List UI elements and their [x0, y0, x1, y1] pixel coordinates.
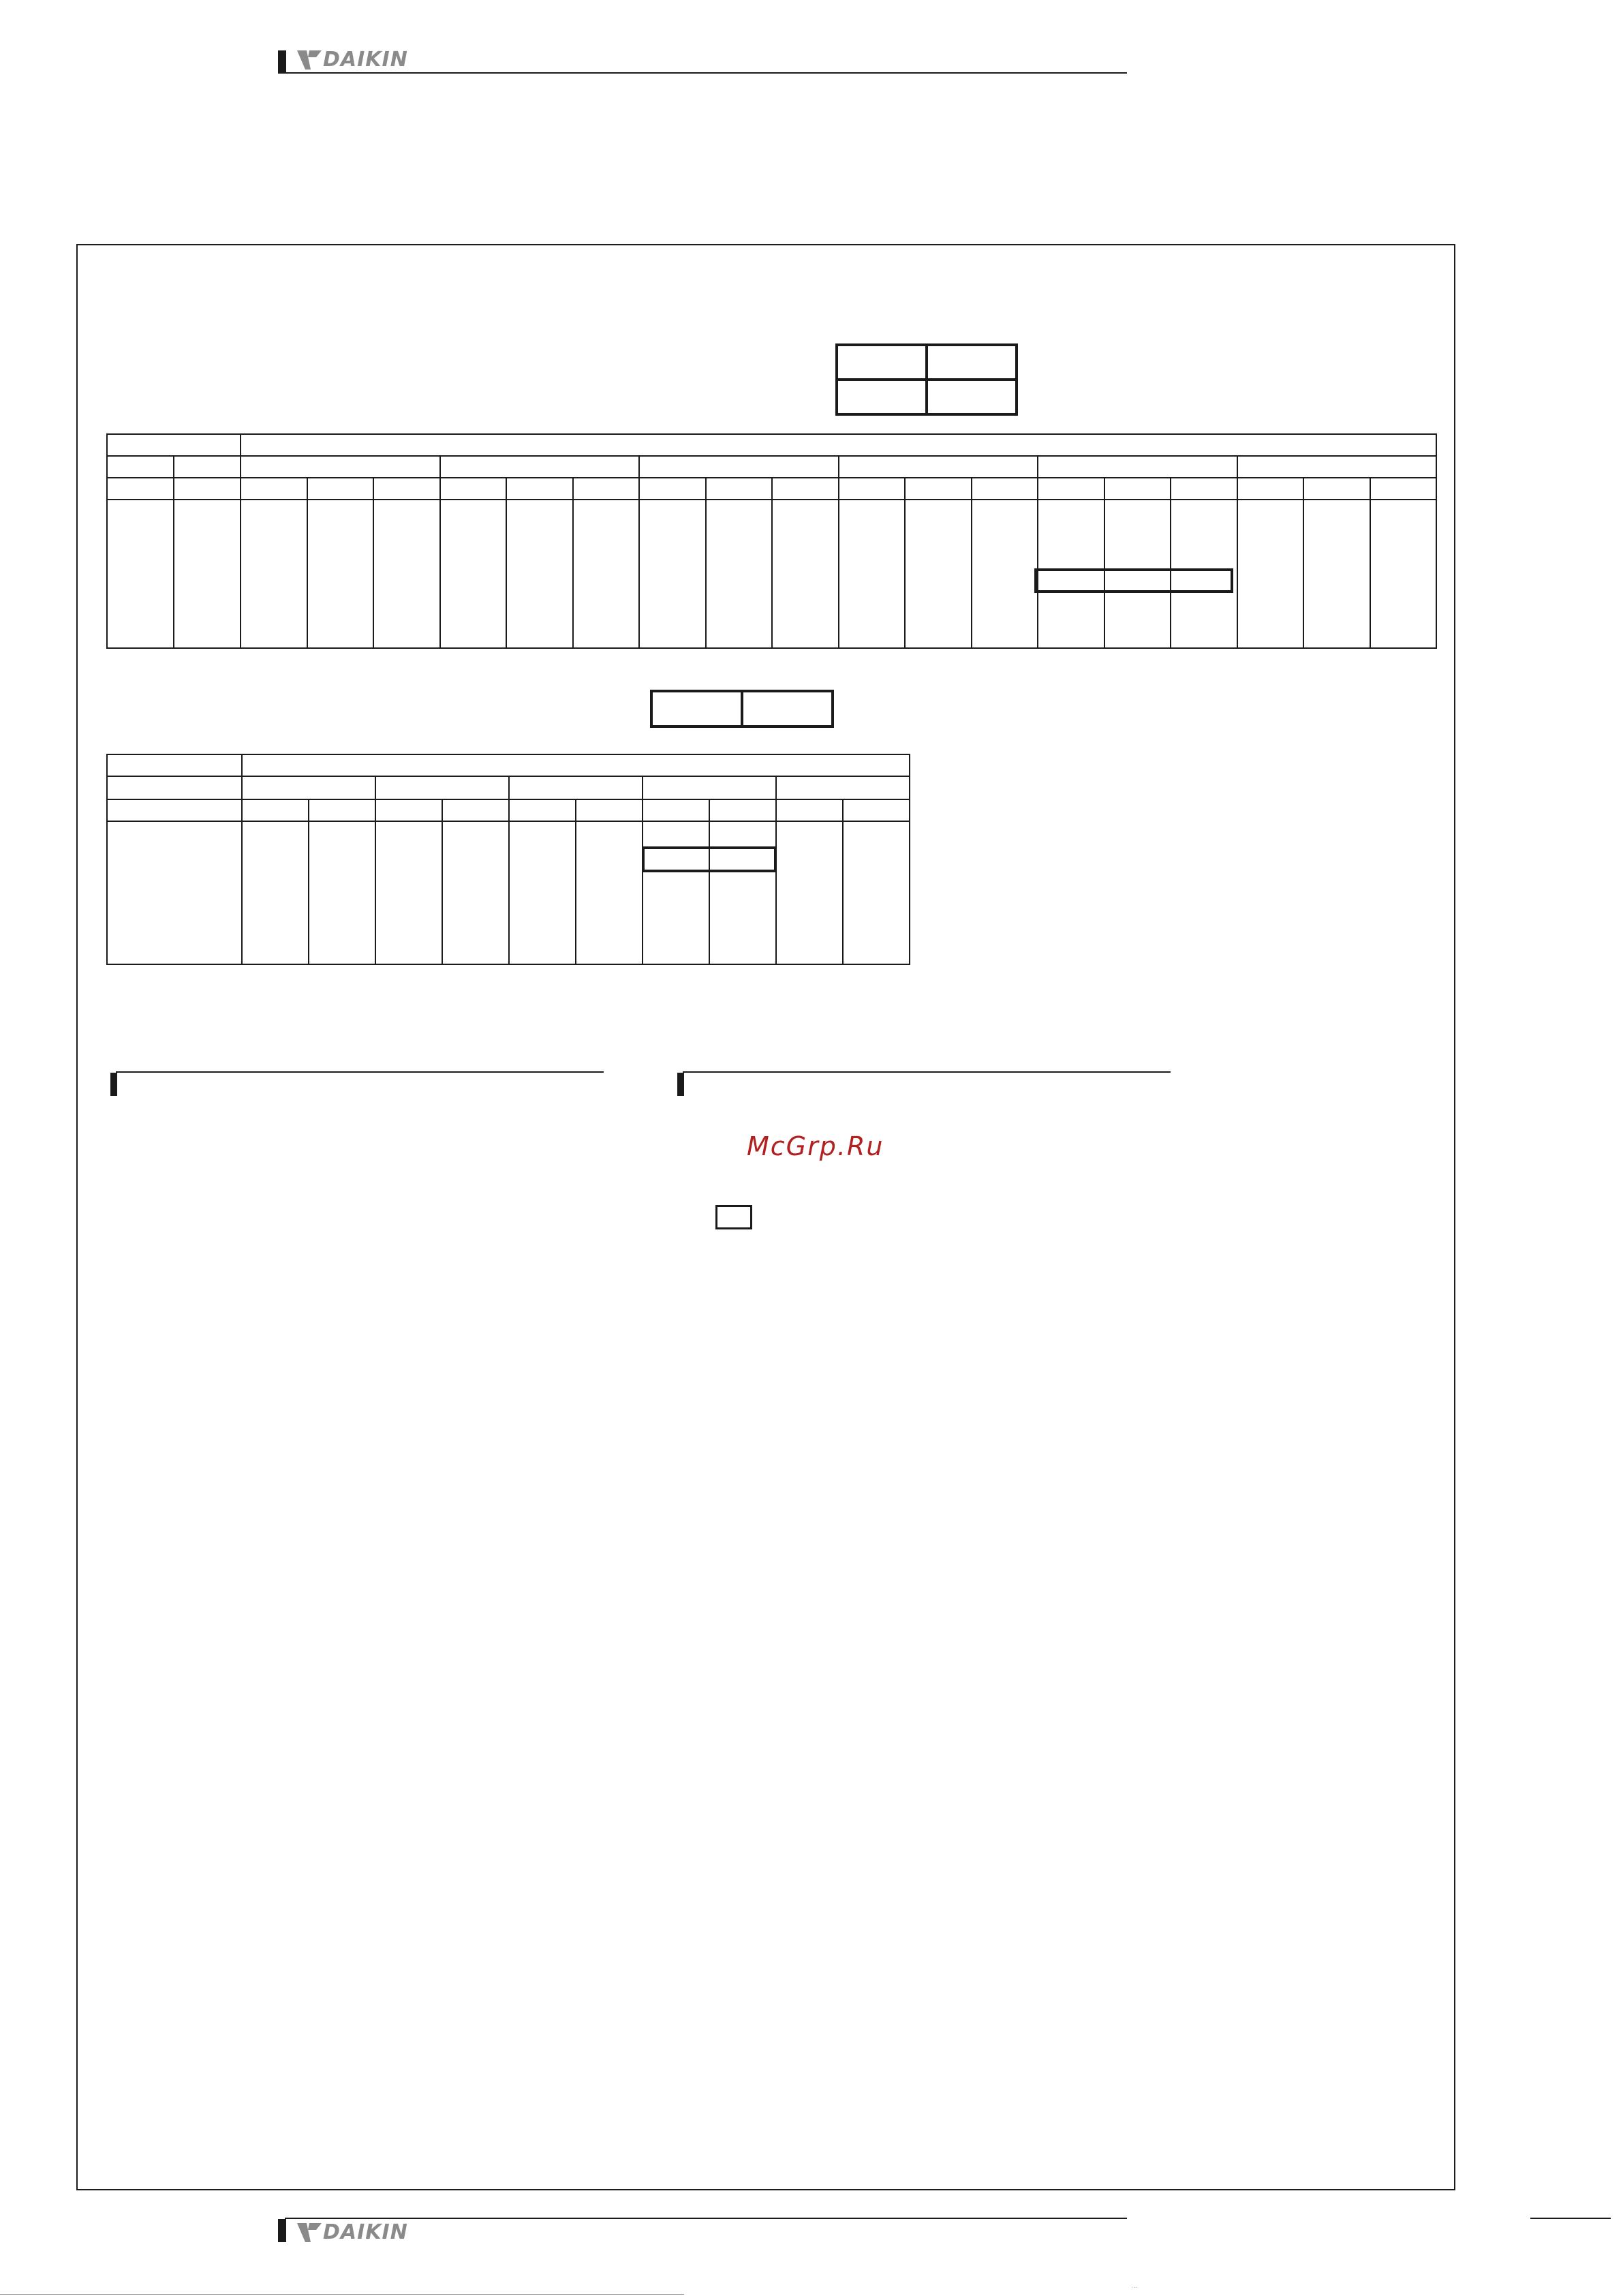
table2-highlight-row: [642, 846, 777, 872]
table2-sub-cell: [843, 799, 910, 821]
footer-bottom-rule: [0, 2294, 684, 2295]
table2-body-row: [107, 821, 910, 964]
table2-header-cell: [107, 754, 242, 776]
table1-body-cell: [905, 500, 972, 648]
table2-group-cell: [375, 776, 509, 799]
table1-body-row: [107, 500, 1436, 648]
table1-body-cell: [1370, 500, 1437, 648]
table2-group-cell: [107, 776, 242, 799]
table1-sub-cell: [1104, 478, 1171, 500]
table2-group-cell: [643, 776, 776, 799]
daikin-logo-icon: [296, 49, 323, 71]
table1-body-cell: [639, 500, 706, 648]
table1-group-cell: [1038, 456, 1237, 478]
table1-sub-cell: [1370, 478, 1437, 500]
table1-body-cell: [706, 500, 773, 648]
table1-body-cell: [972, 500, 1038, 648]
table2-group-cell: [509, 776, 643, 799]
table2-sub-cell: [242, 799, 309, 821]
footer-right-rule: [1530, 2218, 1611, 2219]
table1-legend-row: [838, 346, 1015, 381]
table2-sub-cell: [576, 799, 643, 821]
table1-body-cell: [174, 500, 241, 648]
table1-group-cell: [107, 456, 174, 478]
table1-body-cell: [440, 500, 507, 648]
table2-sub-cell: [309, 799, 375, 821]
daikin-logo-icon: [296, 2222, 323, 2244]
table2-body-cell: [776, 821, 843, 964]
table1-sub-cell: [373, 478, 440, 500]
section-right-rule: [683, 1071, 1171, 1073]
table1-body-cell: [241, 500, 307, 648]
table1-sub-cell: [639, 478, 706, 500]
spec-table-1: [106, 433, 1437, 649]
footer-page-mark: ···: [1131, 2284, 1138, 2292]
table1-legend-cell: [928, 346, 1015, 378]
table1-header-cell: [241, 434, 1436, 456]
table1-sub-cell: [905, 478, 972, 500]
table2-body-cell: [375, 821, 442, 964]
table1-body-cell: [839, 500, 906, 648]
table2-sub-cell: [643, 799, 709, 821]
section-left-rule: [116, 1071, 604, 1073]
table1-body-cell: [373, 500, 440, 648]
footer-marker-bar: [278, 2219, 286, 2242]
table1-subheader-row: [107, 478, 1436, 500]
table1-body-cell: [107, 500, 174, 648]
table1-sub-cell: [440, 478, 507, 500]
table2-body-cell: [709, 821, 776, 964]
table1-body-cell: [1303, 500, 1370, 648]
table2-subheader-row: [107, 799, 910, 821]
table1-legend-box: [835, 343, 1018, 416]
table1-sub-cell: [839, 478, 906, 500]
table1-sub-cell: [706, 478, 773, 500]
footer-rule: [285, 2218, 1127, 2219]
table1-body-cell: [573, 500, 640, 648]
table1-sub-cell: [307, 478, 374, 500]
header-logo-text: DAIKIN: [323, 48, 408, 72]
table2-sub-cell: [709, 799, 776, 821]
table2-group-cell: [242, 776, 375, 799]
table1-legend-row: [838, 381, 1015, 413]
table1-sub-cell: [1038, 478, 1104, 500]
table1-sub-cell: [772, 478, 839, 500]
table2-header-row: [107, 754, 910, 776]
table1-sub-cell: [174, 478, 241, 500]
table2-sub-cell: [107, 799, 242, 821]
table2-body-cell: [576, 821, 643, 964]
table2-legend-box: [650, 690, 834, 728]
table2-body-cell: [309, 821, 375, 964]
section-right-marker: [677, 1073, 684, 1096]
table2-group-cell: [776, 776, 910, 799]
table1-group-cell: [440, 456, 640, 478]
table1-sub-cell: [107, 478, 174, 500]
table1-sub-cell: [1171, 478, 1237, 500]
table1-sub-cell: [1237, 478, 1304, 500]
header-rule: [285, 72, 1127, 74]
table1-sub-cell: [972, 478, 1038, 500]
header-logo: [296, 49, 408, 71]
table1-legend-cell: [838, 381, 928, 413]
table2-legend-cell: [743, 692, 831, 725]
table1-group-cell: [241, 456, 440, 478]
table1-header-cell: [107, 434, 241, 456]
table2-sub-cell: [776, 799, 843, 821]
table1-group-cell: [839, 456, 1038, 478]
table2-sub-cell: [509, 799, 576, 821]
table1-body-cell: [506, 500, 573, 648]
table1-group-cell: [174, 456, 241, 478]
table1-group-cell: [639, 456, 839, 478]
table1-highlight-row: [1034, 568, 1233, 593]
table1-legend-cell: [928, 381, 1015, 413]
table1-body-cell: [307, 500, 374, 648]
footer-logo-text: DAIKIN: [323, 2220, 408, 2244]
table2-body-cell: [643, 821, 709, 964]
table1-header-row: [107, 434, 1436, 456]
section-left-marker: [110, 1073, 117, 1096]
table2-sub-cell: [442, 799, 509, 821]
table2-body-cell: [843, 821, 910, 964]
note-box: [715, 1205, 752, 1229]
table2-body-cell: [242, 821, 309, 964]
table1-sub-cell: [241, 478, 307, 500]
spec-table-2: [106, 754, 910, 965]
table2-body-cell: [442, 821, 509, 964]
footer-logo: [296, 2222, 408, 2244]
table1-group-cell: [1237, 456, 1437, 478]
table2-legend-cell: [653, 692, 743, 725]
table2-header-cell: [242, 754, 910, 776]
table1-body-cell: [772, 500, 839, 648]
table1-sub-cell: [1303, 478, 1370, 500]
table1-sub-cell: [506, 478, 573, 500]
table1-group-row: [107, 456, 1436, 478]
table1-legend-cell: [838, 346, 928, 378]
header-marker-bar: [278, 50, 286, 74]
table2-body-cell: [107, 821, 242, 964]
table1-body-cell: [1237, 500, 1304, 648]
table2-group-row: [107, 776, 910, 799]
table2-sub-cell: [375, 799, 442, 821]
table1-sub-cell: [573, 478, 640, 500]
watermark-text: McGrp.Ru: [747, 1131, 884, 1161]
table2-body-cell: [509, 821, 576, 964]
